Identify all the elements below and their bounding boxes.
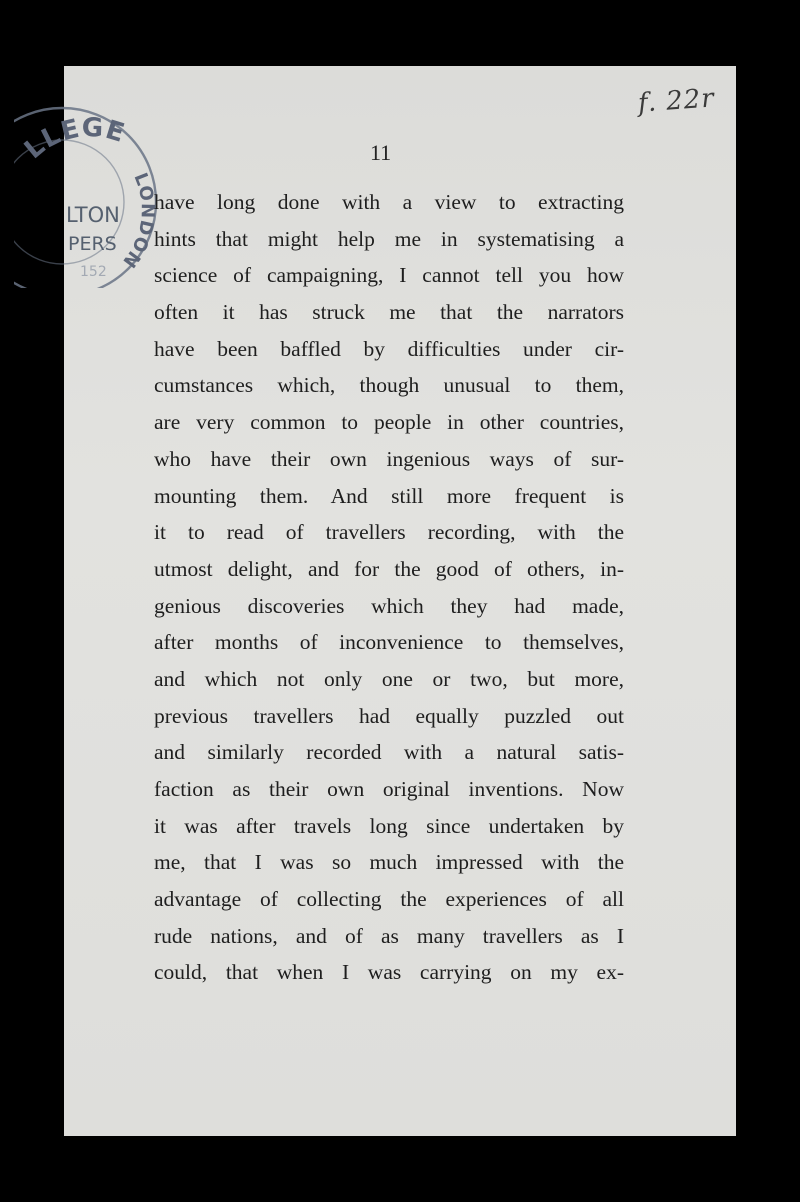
text-line: have long done with a view to extracting: [154, 190, 624, 214]
stamp-seal: [14, 98, 160, 288]
text-line: often it has struck me that the narrators: [154, 300, 624, 325]
stamp-line-2: PERS: [68, 233, 117, 255]
text-line: have been baffled by difficulties under cir-: [154, 336, 624, 361]
text-line: mounting them. And still more frequent is: [154, 483, 624, 508]
svg-text:LONDON: [118, 170, 158, 272]
text-line: who have their own ingenious ways of sur-: [154, 446, 624, 471]
text-line: it was after travels long since undertaken by: [154, 813, 624, 838]
stamp-text-right: LONDON: [117, 170, 158, 273]
text-line: hints that might help me in systematising a: [154, 226, 624, 251]
text-line: utmost delight, and for the good of others, in-: [154, 556, 624, 581]
stamp-text-top: LLEGE: [18, 112, 129, 166]
text-line: cumstances which, though unusual to them,: [154, 373, 624, 398]
text-line: and similarly recorded with a natural satis-: [154, 740, 624, 765]
library-stamp: [14, 98, 160, 288]
svg-text:LLEGE: [19, 113, 129, 165]
text-line: after months of inconvenience to themselves,: [154, 630, 624, 655]
text-line: it to read of travellers recording, with the: [154, 520, 624, 545]
page-number: 11: [370, 140, 392, 165]
body-text: [154, 184, 624, 991]
text-line: advantage of collecting the experiences of all: [154, 887, 624, 912]
stamp-line-1: LTON: [66, 203, 120, 227]
text-line: rude nations, and of as many travellers as I: [154, 923, 624, 948]
text-line: me, that I was so much impressed with the: [154, 850, 624, 875]
text-line: and which not only one or two, but more,: [154, 666, 624, 691]
text-line: are very common to people in other countries,: [154, 410, 624, 435]
stamp-line-3: 152: [80, 264, 107, 280]
text-line: science of campaigning, I cannot tell you how: [154, 263, 624, 288]
text-line: genious discoveries which they had made,: [154, 593, 624, 618]
text-line: previous travellers had equally puzzled out: [154, 703, 624, 728]
book-page: [18, 66, 736, 1136]
text-line: faction as their own original inventions. Now: [154, 777, 624, 801]
text-line: could, that when I was carrying on my ex-: [154, 960, 624, 985]
folio-mark: f. 22r: [637, 83, 716, 119]
